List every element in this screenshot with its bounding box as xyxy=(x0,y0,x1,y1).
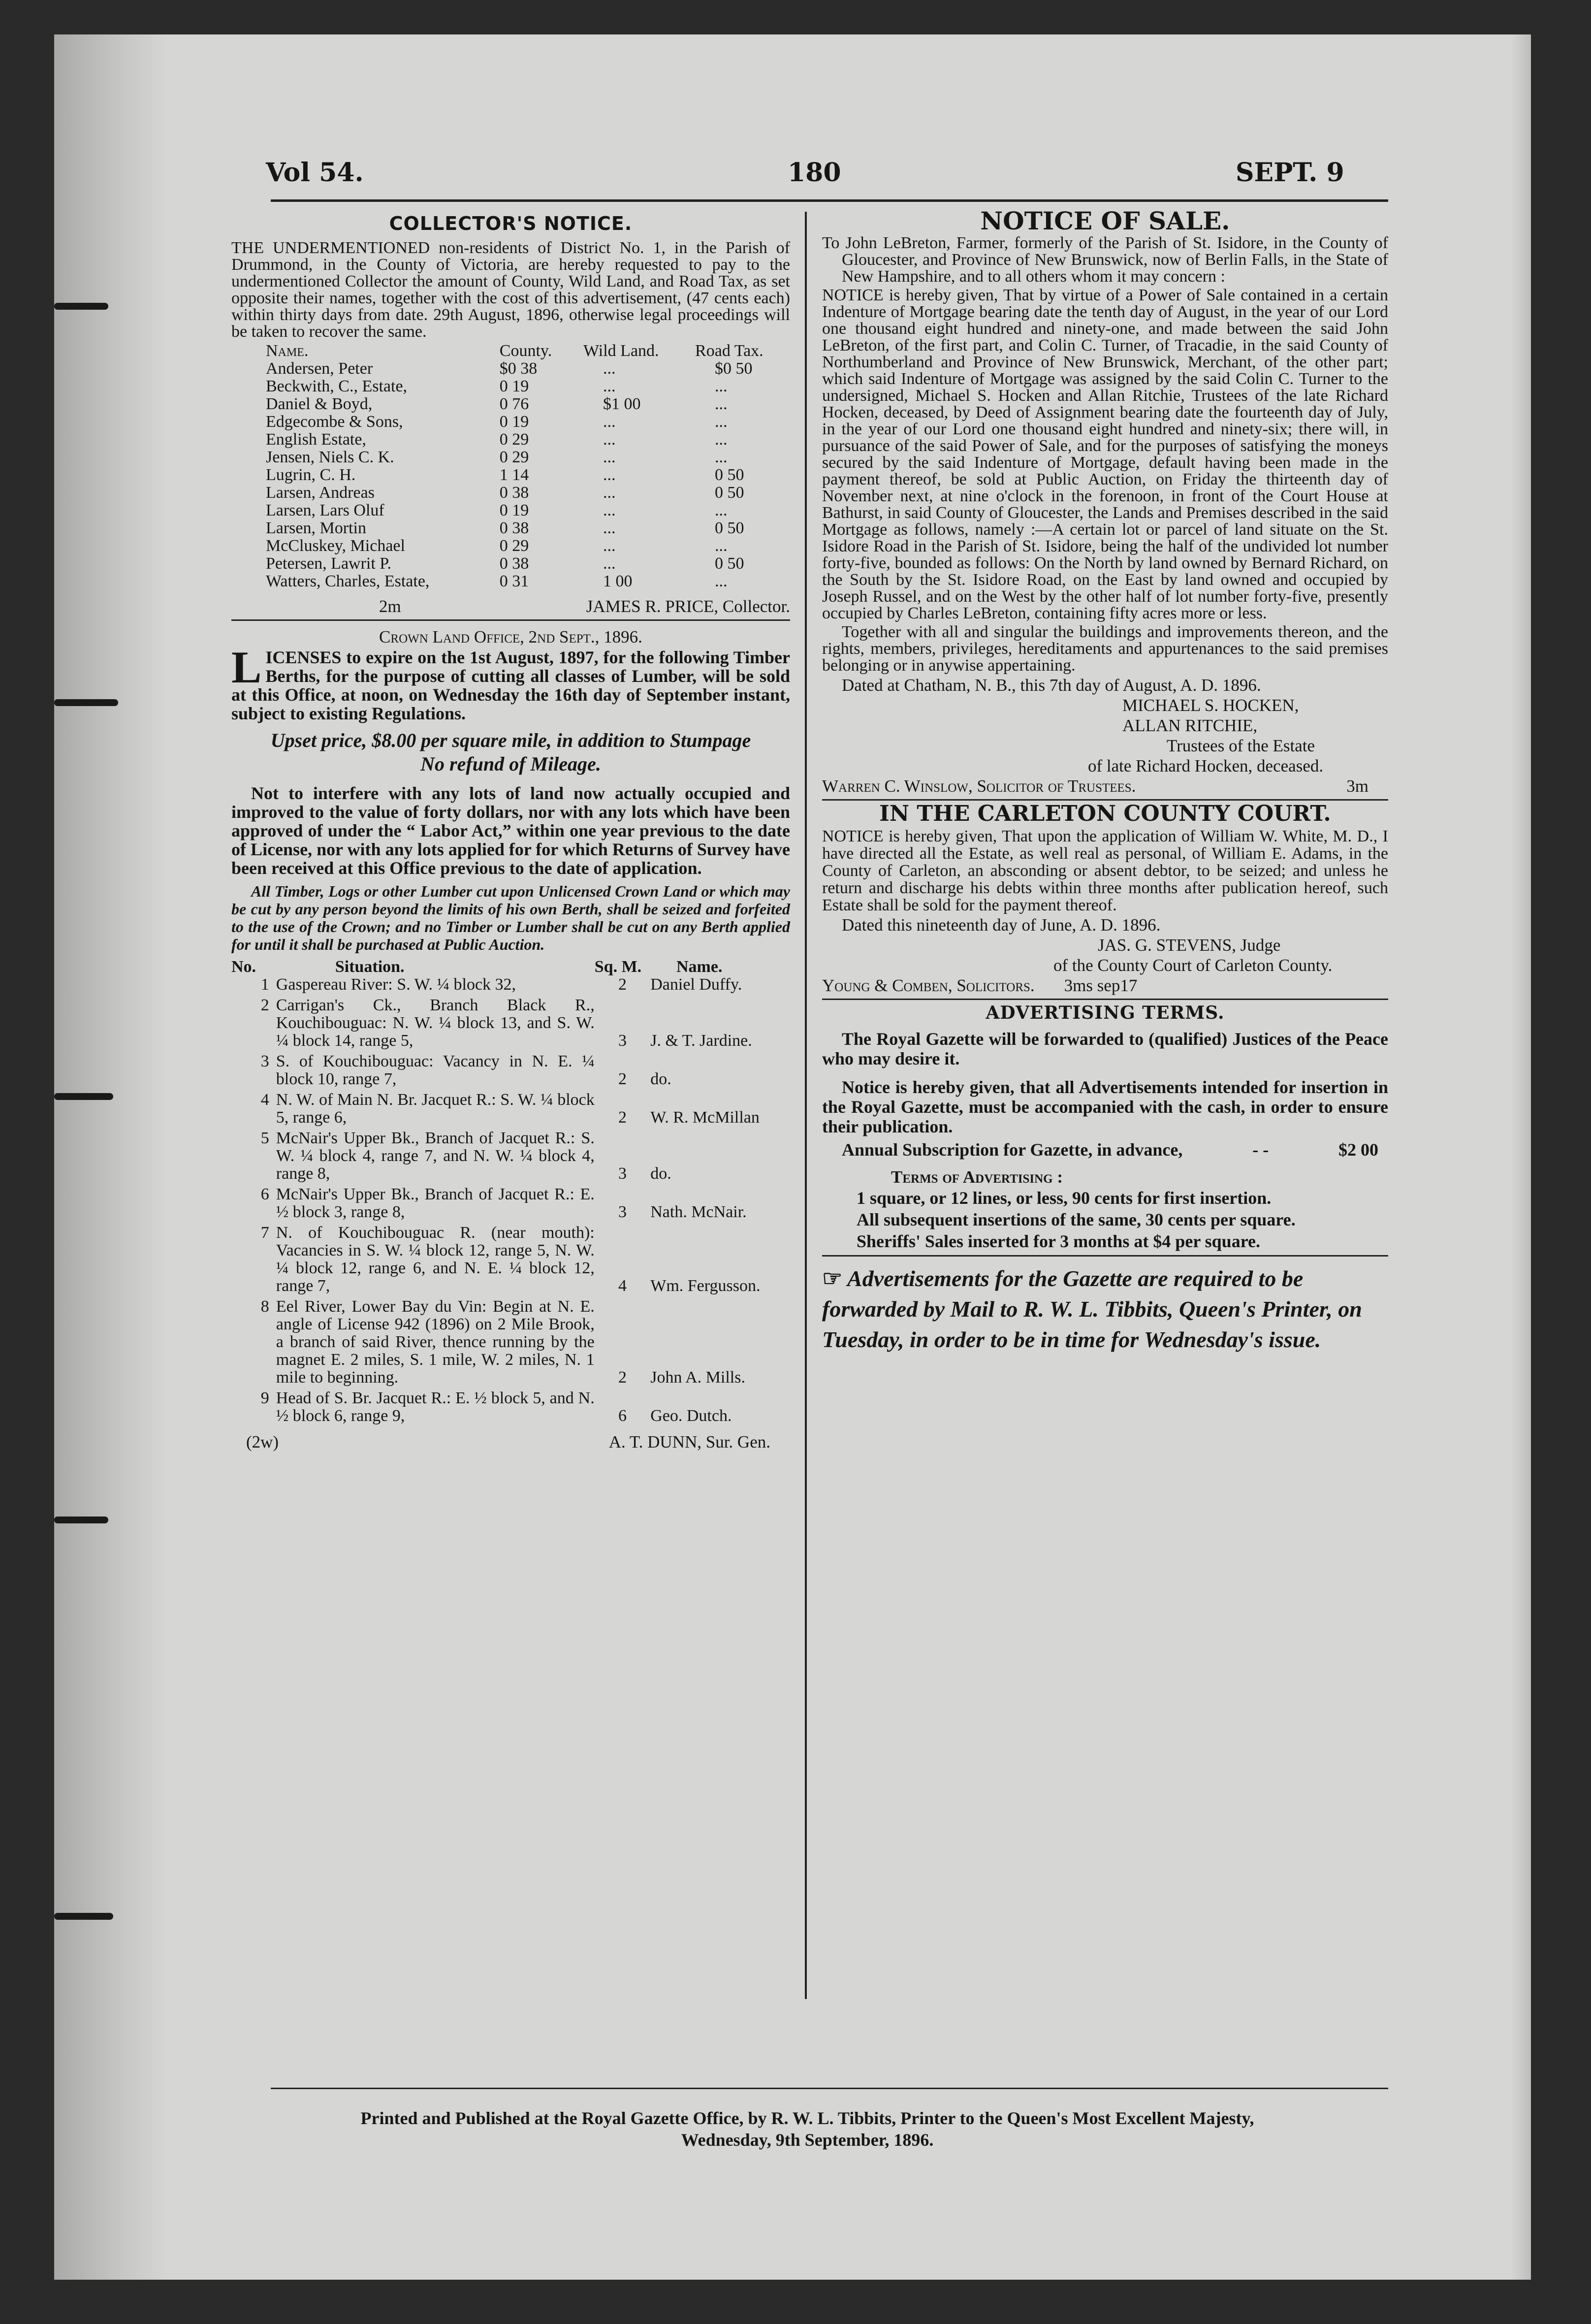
collector-row xyxy=(231,537,790,555)
crown-dateline: Crown Land Office, 2nd Sept., 1896. xyxy=(379,627,642,646)
county-tax: 0 31 xyxy=(499,572,529,590)
sale-body: NOTICE is hereby given, That by virtue of a Power of Sale contained in a certain Indenture of Mortgage bearing date the tenth day of August, in the year of our Lord one thousand eight hundred and ninety-one, and made between the said John LeBreton, of the first part, and Colin C. Turner, of Tracadie, in the said County of Northumberland and Province of New Brunswick, Merchant, of the other part; which said Indenture of Mortgage was assigned by the said Colin C. Turner to the undersigned, Michael S. Hocken and Allan Ritchie, Trustees of the late Richard Hocken, deceased, by Deed of Assignment bearing date the fourteenth day of July, in the year of our Lord one thousand eight hundred and ninety-six; there will, in pursuance of the said Power of Sale, and for the purposes of satisfying the moneys secured by the said Indenture of Mortgage, default having been made in the payment thereof, be sold at Public Auction, on Friday the thirteenth day of November next, at nine o'clock in the forenoon, in front of the Court House at Bathurst, in said County of Gloucester, the Lands and Premises described in the said Mortgage as follows, namely :—A certain lot or parcel of land situate on the St. Isidore Road in the Parish of St. Isidore, being the half of the undivided lot number forty-five, bounded as follows: On the North by land owned by Bernard Richard, on the South by the St. Isidore Road, on the East by land owned and occupied by Joseph Russel, and on the West by the other half of lot number forty-five, presently occupied by Charles LeBreton, containing fifty acres more or less. xyxy=(822,286,1388,622)
berth-name: J. & T. Jardine. xyxy=(650,1032,752,1050)
collector-signature: JAMES R. PRICE, Collector. xyxy=(586,597,790,616)
imprint-line1: Printed and Published at the Royal Gazette Office, by R. W. L. Tibbits, Printer to the Queen's Most Excellent Majesty, xyxy=(360,2108,1254,2128)
col-sqm: Sq. M. xyxy=(594,958,642,976)
berth-name: Geo. Dutch. xyxy=(650,1407,732,1425)
road-tax: ... xyxy=(715,377,728,395)
berth-number: 8 xyxy=(260,1297,269,1316)
wildland-tax: ... xyxy=(603,484,616,502)
terms-head: Terms of Advertising : xyxy=(891,1167,1063,1187)
collector-body: THE UNDERMENTIONED non-residents of District No. 1, in the Parish of Drummond, in the County of Victoria, are hereby requested to pay to the undermentioned Collector the amount of County, Wild Land, and Road Tax, as set opposite their names, together with the cost of this advertisement, (47 cents each) within thirty days from date. 29th August, 1896, otherwise legal proceedings will be taken to recover the same. xyxy=(231,239,790,341)
issue-date: SEPT. 9 xyxy=(1236,158,1344,188)
berth-sqm: 2 xyxy=(618,975,627,994)
wildland-tax: ... xyxy=(603,466,616,484)
wildland-tax: ... xyxy=(603,413,616,431)
owner-name: Lugrin, C. H. xyxy=(266,466,356,484)
crown-lead-text: ICENSES to expire on the 1st August, 1897, for the following Timber Berths, for the purpose of cutting all classes of Lumber, will be sold at this Office, at noon, on Wednesday the 16th day of September instant, subject to existing Regulations. xyxy=(231,647,790,723)
berth-number: 4 xyxy=(260,1091,269,1109)
crown-lead xyxy=(231,642,790,723)
crown-footer xyxy=(231,1433,790,1451)
section-rule xyxy=(822,999,1388,1000)
collector-table xyxy=(231,342,790,360)
berth-number: 7 xyxy=(260,1224,269,1242)
col-name: Name. xyxy=(266,342,309,360)
berth-row xyxy=(231,1224,790,1298)
collector-row xyxy=(231,484,790,502)
owner-name: Beckwith, C., Estate, xyxy=(266,377,408,395)
header-rule xyxy=(271,199,1388,202)
wildland-tax: ... xyxy=(603,377,616,395)
berth-row xyxy=(231,1130,790,1186)
county-tax: 0 29 xyxy=(499,537,529,555)
imprint xyxy=(241,2107,1373,2151)
sale-footer xyxy=(822,777,1388,795)
road-tax: 0 50 xyxy=(715,484,744,502)
sale-address: To John LeBreton, Farmer, formerly of the Parish of St. Isidore, in the County of Gloucester, and Province of New Brunswick, now of Berlin Falls, in the State of New Hampshire, and to all others whom it may concern : xyxy=(822,234,1388,286)
county-tax: 0 29 xyxy=(499,430,529,449)
owner-name: Andersen, Peter xyxy=(266,359,373,378)
road-tax: ... xyxy=(715,501,728,519)
court-title: IN THE CARLETON COUNTY COURT. xyxy=(879,801,1331,826)
advertising-title: ADVERTISING TERMS. xyxy=(986,1002,1225,1023)
berth-sqm: 3 xyxy=(618,1203,627,1221)
road-tax: $0 50 xyxy=(715,359,753,378)
no-refund: No refund of Mileage. xyxy=(420,753,601,775)
section-rule xyxy=(822,1255,1388,1257)
berth-sqm: 2 xyxy=(618,1070,627,1088)
mail-notice-text: Advertisements for the Gazette are required to be forwarded by Mail to R. W. L. Tibbits, Queen's Printer, on Tuesday, in order to be in time for Wednesday's issue. xyxy=(822,1266,1362,1352)
collector-row xyxy=(231,395,790,413)
owner-name: Larsen, Lars Oluf xyxy=(266,501,384,519)
road-tax: 0 50 xyxy=(715,519,744,537)
col-roadtax: Road Tax. xyxy=(695,342,764,360)
collector-rows xyxy=(231,360,790,590)
crown-signature: A. T. DUNN, Sur. Gen. xyxy=(608,1432,770,1452)
berth-name: W. R. McMillan xyxy=(650,1108,760,1127)
collector-row xyxy=(231,413,790,431)
court-body: NOTICE is hereby given, That upon the application of William W. White, M. D., I have directed all the Estate, as well real as personal, of William E. Adams, in the County of Carleton, an absconding or absent debtor, to be seized; and unless he return and discharge his debts within three months after publication hereof, such Estate shall be sold for the payment thereof. xyxy=(822,827,1388,914)
wildland-tax: ... xyxy=(603,430,616,449)
county-tax: 0 38 xyxy=(499,519,529,537)
county-tax: 0 29 xyxy=(499,448,529,466)
county-tax: $0 38 xyxy=(499,359,538,378)
berth-situation: Eel River, Lower Bay du Vin: Begin at N. E. angle of License 942 (1896) on 2 Mile Brook, a branch of said River, thence running by the magnet E. 2 miles, S. 1 mile, W. 2 miles, N. 1 mile to beginning. xyxy=(276,1297,595,1387)
road-tax: ... xyxy=(715,413,728,431)
berth-name: do. xyxy=(650,1164,671,1183)
berth-name: do. xyxy=(650,1070,671,1088)
sale-sig2: ALLAN RITCHIE, xyxy=(1122,716,1258,735)
berth-situation: Head of S. Br. Jacquet R.: E. ½ block 5, and N. ½ block 6, range 9, xyxy=(276,1389,595,1425)
berth-row xyxy=(231,1186,790,1224)
binding-mark xyxy=(54,1517,108,1523)
owner-name: Watters, Charles, Estate, xyxy=(266,572,430,590)
berth-number: 2 xyxy=(260,996,269,1014)
berth-name: Daniel Duffy. xyxy=(650,975,742,994)
footer-rule xyxy=(271,2088,1388,2089)
sale-solicitor: Warren C. Winslow, Solicitor of Trustees. xyxy=(822,776,1136,796)
berth-number: 3 xyxy=(260,1052,269,1070)
owner-name: Petersen, Lawrit P. xyxy=(266,554,391,573)
berth-name: Wm. Fergusson. xyxy=(650,1277,761,1295)
page-shadow xyxy=(54,34,167,2280)
county-tax: 0 38 xyxy=(499,554,529,573)
left-column xyxy=(231,212,790,1451)
owner-name: English Estate, xyxy=(266,430,366,449)
wildland-tax: $1 00 xyxy=(603,395,641,413)
road-tax: ... xyxy=(715,572,728,590)
berth-rows xyxy=(231,976,790,1428)
wildland-tax: ... xyxy=(603,537,616,555)
col-county: County. xyxy=(499,342,552,360)
volume-number: Vol 54. xyxy=(266,158,364,188)
berth-situation: Gaspereau River: S. W. ¼ block 32, xyxy=(276,975,516,994)
berth-situation: N. W. of Main N. Br. Jacquet R.: S. W. ¼ block 5, range 6, xyxy=(276,1091,595,1127)
subscription-row xyxy=(822,1138,1388,1161)
section-rule xyxy=(822,799,1388,801)
court-sig1: JAS. G. STEVENS, Judge xyxy=(1098,936,1281,955)
sale-sig1: MICHAEL S. HOCKEN, xyxy=(1122,696,1299,715)
berth-sqm: 2 xyxy=(618,1108,627,1127)
sale-sig4: of late Richard Hocken, deceased. xyxy=(1088,756,1324,775)
collector-row xyxy=(231,378,790,395)
court-term: 3ms sep17 xyxy=(1064,976,1138,995)
binding-mark xyxy=(54,1913,113,1920)
court-footer xyxy=(822,976,1388,995)
owner-name: Edgecombe & Sons, xyxy=(266,413,403,431)
gazette-page xyxy=(54,34,1531,2280)
berth-number: 5 xyxy=(260,1129,269,1147)
collector-row xyxy=(231,466,790,484)
subscription-label: Annual Subscription for Gazette, in advance, xyxy=(842,1140,1183,1160)
crown-para2: Not to interfere with any lots of land now actually occupied and improved to the value of forty dollars, nor with any lots which have been approved of under the “ Labor Act,” within one year previous to the date of License, nor with any lots applied for for which Returns of Survey have been received at this Office previous to the date of application. xyxy=(231,783,790,878)
berth-sqm: 3 xyxy=(618,1032,627,1050)
berth-row xyxy=(231,1091,790,1130)
col-situation: Situation. xyxy=(335,958,405,976)
col-berth-name: Name. xyxy=(676,958,723,976)
court-dated: Dated this nineteenth day of June, A. D. 1896. xyxy=(842,915,1161,935)
binding-mark xyxy=(54,699,118,706)
berth-row xyxy=(231,997,790,1053)
road-tax: ... xyxy=(715,430,728,449)
owner-name: Larsen, Andreas xyxy=(266,484,375,502)
binding-mark xyxy=(54,303,108,310)
sale-title: NOTICE OF SALE. xyxy=(980,206,1230,235)
collector-footer xyxy=(231,597,790,615)
wildland-tax: ... xyxy=(603,501,616,519)
road-tax: ... xyxy=(715,395,728,413)
berth-number: 9 xyxy=(260,1389,269,1407)
page-number: 180 xyxy=(788,158,841,188)
terms-line3: Sheriffs' Sales inserted for 3 months at $4 per square. xyxy=(857,1231,1261,1251)
crown-para3: All Timber, Logs or other Lumber cut upon Unlicensed Crown Land or which may be cut by any person beyond the limits of his own Berth, shall be seized and forfeited to the use of the Crown; and no Timber or Lumber shall be cut on any Berth applied for until it shall be purchased at Public Auction. xyxy=(231,882,790,953)
berth-name: John A. Mills. xyxy=(650,1368,745,1387)
berth-row xyxy=(231,1389,790,1428)
collector-title: COLLECTOR'S NOTICE. xyxy=(389,213,633,234)
col-wildland: Wild Land. xyxy=(583,342,659,360)
sale-sig3: Trustees of the Estate xyxy=(1167,736,1315,755)
collector-row xyxy=(231,449,790,466)
county-tax: 0 76 xyxy=(499,395,529,413)
owner-name: Daniel & Boyd, xyxy=(266,395,373,413)
subscription-price: $2 00 xyxy=(1338,1140,1378,1160)
berth-sqm: 2 xyxy=(618,1368,627,1387)
wildland-tax: ... xyxy=(603,359,616,378)
road-tax: ... xyxy=(715,537,728,555)
pointing-hand-icon: ☞ xyxy=(822,1266,843,1291)
berth-row xyxy=(231,1298,790,1389)
imprint-line2: Wednesday, 9th September, 1896. xyxy=(681,2130,934,2150)
county-tax: 0 19 xyxy=(499,413,529,431)
drop-cap: L xyxy=(231,642,262,692)
sale-together: Together with all and singular the buildings and improvements thereon, and the rights, members, privileges, hereditaments and appurtenances to the said premises belonging or in anywise appertaining. xyxy=(822,623,1388,675)
collector-row xyxy=(231,573,790,590)
berth-sqm: 4 xyxy=(618,1277,627,1295)
berth-sqm: 6 xyxy=(618,1407,627,1425)
binding-mark xyxy=(54,1093,113,1100)
column-divider xyxy=(805,212,807,1999)
road-tax: 0 50 xyxy=(715,554,744,573)
collector-term: 2m xyxy=(379,597,401,616)
berth-situation: S. of Kouchibouguac: Vacancy in N. E. ¼ block 10, range 7, xyxy=(276,1052,595,1088)
county-tax: 0 19 xyxy=(499,501,529,519)
owner-name: McCluskey, Michael xyxy=(266,537,405,555)
upset-price: Upset price, $8.00 per square mile, in addition to Stumpage xyxy=(270,729,751,751)
road-tax: 0 50 xyxy=(715,466,744,484)
berth-sqm: 3 xyxy=(618,1164,627,1183)
collector-row xyxy=(231,519,790,537)
subscription-dash: - - xyxy=(1252,1140,1269,1160)
mail-notice xyxy=(822,1263,1388,1355)
collector-row xyxy=(231,502,790,519)
berth-name: Nath. McNair. xyxy=(650,1203,747,1221)
crown-term: (2w) xyxy=(246,1432,279,1452)
collector-row xyxy=(231,360,790,378)
road-tax: ... xyxy=(715,448,728,466)
berth-situation: McNair's Upper Bk., Branch of Jacquet R.: S. W. ¼ block 4, range 7, and N. W. ¼ block 4, range 8, xyxy=(276,1129,595,1183)
page-edge xyxy=(1511,34,1531,2280)
berth-number: 1 xyxy=(260,975,269,994)
collector-row xyxy=(231,431,790,449)
advertising-p1: The Royal Gazette will be forwarded to (qualified) Justices of the Peace who may desire it. xyxy=(822,1029,1388,1068)
court-sig2: of the County Court of Carleton County. xyxy=(1053,956,1333,975)
col-no: No. xyxy=(231,958,256,976)
terms-line2: All subsequent insertions of the same, 30 cents per square. xyxy=(857,1210,1296,1229)
county-tax: 1 14 xyxy=(499,466,529,484)
advertising-p2: Notice is hereby given, that all Advertisements intended for insertion in the Royal Gazette, must be accompanied with the cash, in order to ensure their publication. xyxy=(822,1077,1388,1136)
sale-term: 3m xyxy=(1346,776,1368,796)
county-tax: 0 38 xyxy=(499,484,529,502)
wildland-tax: 1 00 xyxy=(603,572,633,590)
owner-name: Larsen, Mortin xyxy=(266,519,366,537)
right-column xyxy=(822,206,1388,1357)
berth-row xyxy=(231,1053,790,1091)
berth-situation: McNair's Upper Bk., Branch of Jacquet R.: E. ½ block 3, range 8, xyxy=(276,1185,595,1221)
berth-row xyxy=(231,976,790,997)
terms-line1: 1 square, or 12 lines, or less, 90 cents for first insertion. xyxy=(857,1188,1272,1208)
berth-table-header xyxy=(231,958,790,976)
berth-number: 6 xyxy=(260,1185,269,1203)
owner-name: Jensen, Niels C. K. xyxy=(266,448,394,466)
wildland-tax: ... xyxy=(603,448,616,466)
court-solicitors: Young & Comben, Solicitors. xyxy=(822,976,1035,995)
table-header xyxy=(231,342,790,360)
sale-dated: Dated at Chatham, N. B., this 7th day of August, A. D. 1896. xyxy=(842,676,1261,695)
berth-situation: N. of Kouchibouguac R. (near mouth): Vacancies in S. W. ¼ block 12, range 5, N. W. ¼ block 12, range 6, and N. E. ¼ block 12, range 7, xyxy=(276,1224,595,1295)
county-tax: 0 19 xyxy=(499,377,529,395)
wildland-tax: ... xyxy=(603,554,616,573)
berth-situation: Carrigan's Ck., Branch Black R., Kouchibouguac: N. W. ¼ block 13, and S. W. ¼ block 14, range 5, xyxy=(276,996,595,1050)
wildland-tax: ... xyxy=(603,519,616,537)
collector-row xyxy=(231,555,790,573)
section-rule xyxy=(231,619,790,621)
